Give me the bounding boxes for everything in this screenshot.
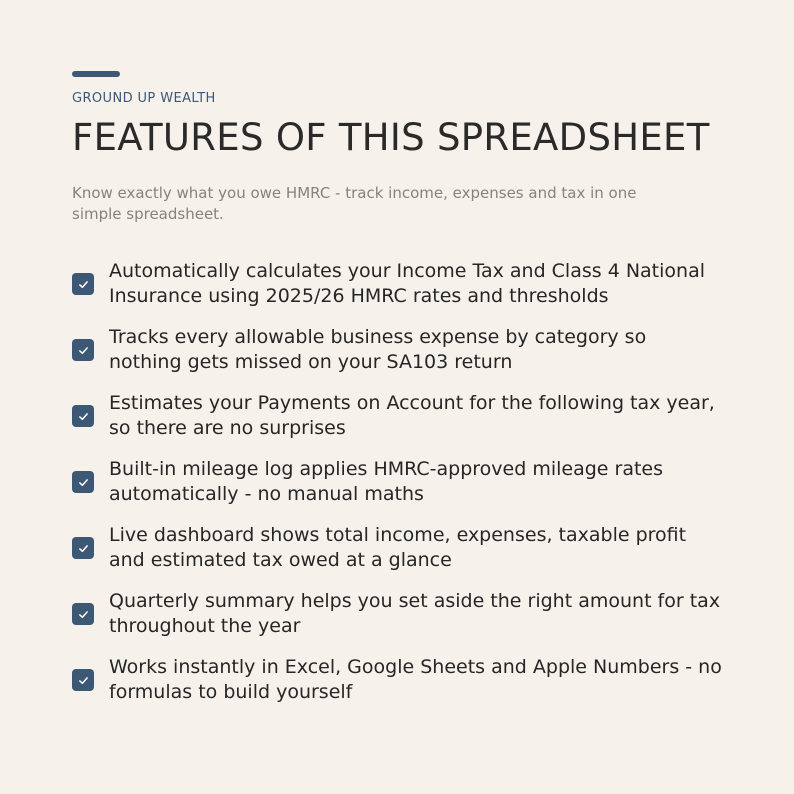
feature-item <box>72 391 722 442</box>
feature-item <box>72 325 722 376</box>
page-title: FEATURES OF THIS SPREADSHEET <box>72 116 710 159</box>
page-subtitle: Know exactly what you owe HMRC - track income, expenses and tax in one simple spreadsheet. <box>72 183 637 223</box>
checkmark-icon <box>72 273 94 295</box>
checkmark-icon <box>72 339 94 361</box>
checkmark-icon <box>72 603 94 625</box>
feature-text: Estimates your Payments on Account for the following tax year, so there are no surprises <box>109 392 715 440</box>
feature-text: Built-in mileage log applies HMRC-approved mileage rates automatically - no manual maths <box>109 458 663 506</box>
checkmark-icon <box>72 471 94 493</box>
feature-list <box>72 259 722 706</box>
feature-item <box>72 259 722 310</box>
checkmark-icon <box>72 669 94 691</box>
feature-item <box>72 523 722 574</box>
checkmark-icon <box>72 537 94 559</box>
feature-item <box>72 589 722 640</box>
feature-text: Live dashboard shows total income, expenses, taxable profit and estimated tax owed at a glance <box>109 524 687 572</box>
brand-name: GROUND UP WEALTH <box>72 91 216 106</box>
feature-item <box>72 457 722 508</box>
feature-text: Works instantly in Excel, Google Sheets and Apple Numbers - no formulas to build yourself <box>109 656 722 704</box>
checkmark-icon <box>72 405 94 427</box>
feature-text: Quarterly summary helps you set aside the right amount for tax throughout the year <box>109 590 721 638</box>
feature-text: Automatically calculates your Income Tax and Class 4 National Insurance using 2025/26 HMRC rates and thresholds <box>109 260 705 308</box>
accent-bar <box>72 71 120 77</box>
feature-text: Tracks every allowable business expense by category so nothing gets missed on your SA103 return <box>109 326 647 374</box>
feature-item <box>72 655 722 706</box>
